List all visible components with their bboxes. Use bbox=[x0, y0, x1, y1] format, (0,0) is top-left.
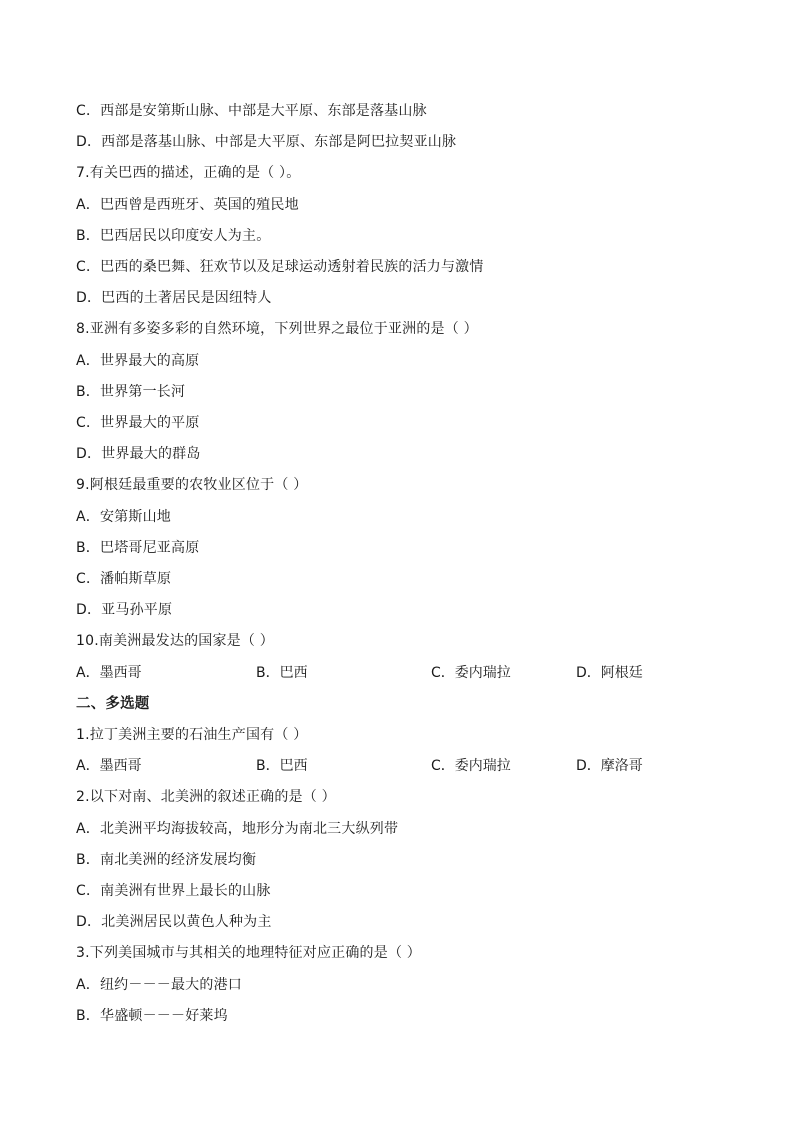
q7-stem: 7.有关巴西的描述，正确的是（ ）。 bbox=[76, 165, 301, 181]
q10-options-row bbox=[76, 664, 716, 682]
qm3-option-a: A．纽约－－－最大的港口 bbox=[76, 977, 242, 993]
qm1-options-row bbox=[76, 757, 716, 775]
q10-option-b: B．巴西 bbox=[256, 665, 308, 681]
qm2-option-d: D．北美洲居民以黄色人种为主 bbox=[76, 914, 272, 930]
q7-option-d: D．巴西的土著居民是因纽特人 bbox=[76, 290, 272, 306]
qm1-option-c: C．委内瑞拉 bbox=[431, 758, 511, 774]
q9-stem: 9.阿根廷最重要的农牧业区位于（ ） bbox=[76, 477, 308, 493]
q10-option-d: D．阿根廷 bbox=[576, 665, 643, 681]
qm2-option-c: C．南美洲有世界上最长的山脉 bbox=[76, 883, 271, 899]
qm1-stem: 1.拉丁美洲主要的石油生产国有（ ） bbox=[76, 727, 308, 743]
section-heading-multiple-choice: 二、多选题 bbox=[76, 696, 150, 712]
q8-option-a: A．世界最大的高原 bbox=[76, 353, 200, 369]
qm3-stem: 3.下列美国城市与其相关的地理特征对应正确的是（ ） bbox=[76, 945, 422, 961]
q7-option-c: C．巴西的桑巴舞、狂欢节以及足球运动透射着民族的活力与激情 bbox=[76, 259, 484, 275]
q10-option-a: A．墨西哥 bbox=[76, 665, 142, 681]
qm1-option-b: B．巴西 bbox=[256, 758, 308, 774]
q9-option-a: A．安第斯山地 bbox=[76, 509, 171, 525]
q8-option-d: D．世界最大的群岛 bbox=[76, 446, 201, 462]
q6-option-d: D．西部是落基山脉、中部是大平原、东部是阿巴拉契亚山脉 bbox=[76, 134, 457, 150]
qm1-option-a: A．墨西哥 bbox=[76, 758, 142, 774]
q10-option-c: C．委内瑞拉 bbox=[431, 665, 511, 681]
q9-option-b: B．巴塔哥尼亚高原 bbox=[76, 540, 200, 556]
q7-option-a: A．巴西曾是西班牙、英国的殖民地 bbox=[76, 197, 299, 213]
qm2-option-a: A．北美洲平均海拔较高，地形分为南北三大纵列带 bbox=[76, 821, 399, 837]
qm2-option-b: B．南北美洲的经济发展均衡 bbox=[76, 852, 257, 868]
q6-option-c: C．西部是安第斯山脉、中部是大平原、东部是落基山脉 bbox=[76, 103, 427, 119]
q9-option-d: D．亚马孙平原 bbox=[76, 602, 173, 618]
q8-stem: 8.亚洲有多姿多彩的自然环境，下列世界之最位于亚洲的是（ ） bbox=[76, 321, 478, 337]
q9-option-c: C．潘帕斯草原 bbox=[76, 571, 172, 587]
q8-option-b: B．世界第一长河 bbox=[76, 384, 186, 400]
qm3-option-b: B．华盛顿－－－好莱坞 bbox=[76, 1008, 228, 1024]
q8-option-c: C．世界最大的平原 bbox=[76, 415, 200, 431]
qm2-stem: 2.以下对南、北美洲的叙述正确的是（ ） bbox=[76, 789, 336, 805]
q10-stem: 10.南美洲最发达的国家是（ ） bbox=[76, 633, 274, 649]
q7-option-b: B．巴西居民以印度安人为主。 bbox=[76, 228, 271, 244]
qm1-option-d: D．摩洛哥 bbox=[576, 758, 643, 774]
